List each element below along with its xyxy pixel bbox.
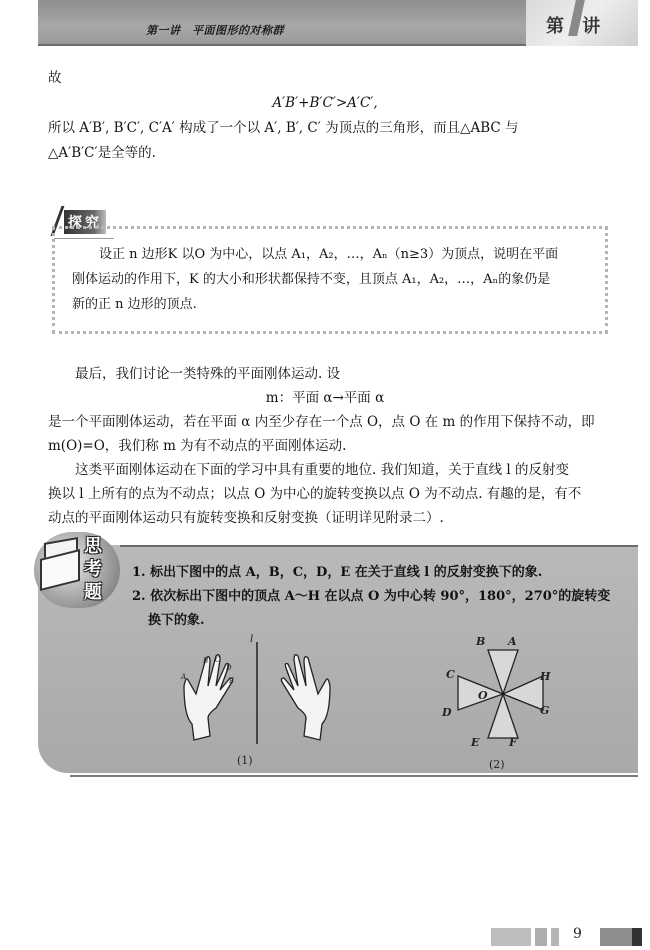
figure-rotation-star bbox=[430, 640, 560, 760]
figure2-center-label: O bbox=[478, 689, 488, 702]
figure1-point-label: A bbox=[181, 673, 187, 681]
lecture-tag-text: 第 讲 bbox=[546, 16, 607, 37]
figure2-caption: (2) bbox=[489, 758, 505, 771]
explore-line: 设正 n 边形K 以O 为中心，以点 A₁，A₂，…，Aₙ（n≥3）为顶点，说明在平面 bbox=[99, 247, 559, 262]
formula-triangle-inequality: A′B′+B′C′>A′C′, bbox=[272, 95, 378, 111]
figure1-point-label: B bbox=[203, 657, 209, 665]
formula-mapping: m：平面 α→平面 α bbox=[265, 390, 385, 406]
badge-char: 思 bbox=[84, 536, 102, 557]
paragraph-importance-line3: 动点的平面刚体运动只有旋转变换和反射变换（证明详见附录二）. bbox=[48, 510, 444, 526]
paragraph-definition-line1: 是一个平面刚体运动，若在平面 α 内至少存在一个点 O，点 O 在 m 的作用下保持不动，即 bbox=[48, 414, 595, 430]
figure2-point-label: H bbox=[540, 670, 551, 683]
explore-line: 刚体运动的作用下，K 的大小和形状都保持不变，且顶点 A₁，A₂，…，Aₙ的象仍是 bbox=[72, 272, 551, 287]
exercise-item-1: 1. 标出下图中的点 A，B，C，D，E 在关于直线 l 的反射变换下的象. bbox=[132, 565, 543, 580]
paragraph-definition-line2: m(O)=O，我们称 m 为有不动点的平面刚体运动. bbox=[48, 438, 347, 454]
exercise-item-2-line1: 2. 依次标出下图中的顶点 A～H 在以点 O 为中心转 90°，180°，270°的旋转变 bbox=[132, 589, 611, 604]
explore-label: 探究 bbox=[64, 210, 106, 234]
page-number: 9 bbox=[573, 926, 582, 942]
figure2-point-label: E bbox=[471, 736, 480, 749]
footer-decoration bbox=[632, 928, 642, 946]
explore-content bbox=[72, 242, 594, 317]
figure1-point-label: E bbox=[229, 677, 235, 685]
exercise-item-2-line2: 换下的象. bbox=[148, 613, 205, 628]
footer-decoration bbox=[491, 928, 531, 946]
footer-decoration bbox=[535, 928, 547, 946]
exercise-badge bbox=[34, 532, 120, 608]
paragraph-importance-line2: 换以 l 上所有的点为不动点；以点 O 为中心的旋转变换以点 O 为不动点. 有趣的是，有不 bbox=[48, 486, 582, 502]
footer-decoration bbox=[551, 928, 559, 946]
figure1-line-label: l bbox=[250, 634, 254, 645]
chapter-header-banner bbox=[38, 0, 638, 46]
figure2-point-label: B bbox=[476, 635, 486, 648]
figure2-point-label: C bbox=[446, 668, 455, 681]
explore-line: 新的正 n 边形的顶点. bbox=[72, 297, 197, 312]
badge-char: 考 bbox=[84, 559, 102, 580]
figure2-point-label: A bbox=[508, 635, 517, 648]
paragraph-therefore: 故 bbox=[48, 70, 62, 86]
figure2-point-label: G bbox=[540, 704, 550, 717]
figure1-point-label: D bbox=[226, 664, 232, 672]
lecture-tag bbox=[526, 0, 638, 46]
figure1-point-label: C bbox=[215, 656, 221, 664]
exercise-badge-label bbox=[84, 535, 108, 604]
badge-char: 题 bbox=[84, 582, 102, 603]
exercise-bottom-rule bbox=[70, 775, 638, 777]
exercise-top-rule bbox=[120, 545, 638, 547]
paragraph-conclusion-line2: △A′B′C′是全等的. bbox=[48, 145, 156, 161]
paragraph-conclusion-line1: 所以 A′B′, B′C′, C′A′ 构成了一个以 A′, B′, C′ 为顶点的三角形，而且△ABC 与 bbox=[48, 120, 519, 136]
figure1-caption: (1) bbox=[237, 754, 253, 767]
paragraph-intro-fixed-point: 最后，我们讨论一类特殊的平面刚体运动. 设 bbox=[75, 366, 341, 382]
footer-decoration bbox=[600, 928, 632, 946]
figure2-point-label: F bbox=[509, 736, 517, 749]
paragraph-importance-line1: 这类平面刚体运动在下面的学习中具有重要的地位. 我们知道，关于直线 l 的反射变 bbox=[75, 462, 569, 478]
chapter-title: 第一讲 平面图形的对称群 bbox=[146, 24, 284, 37]
figure2-point-label: D bbox=[442, 706, 452, 719]
figure-hands-reflection bbox=[170, 632, 350, 752]
